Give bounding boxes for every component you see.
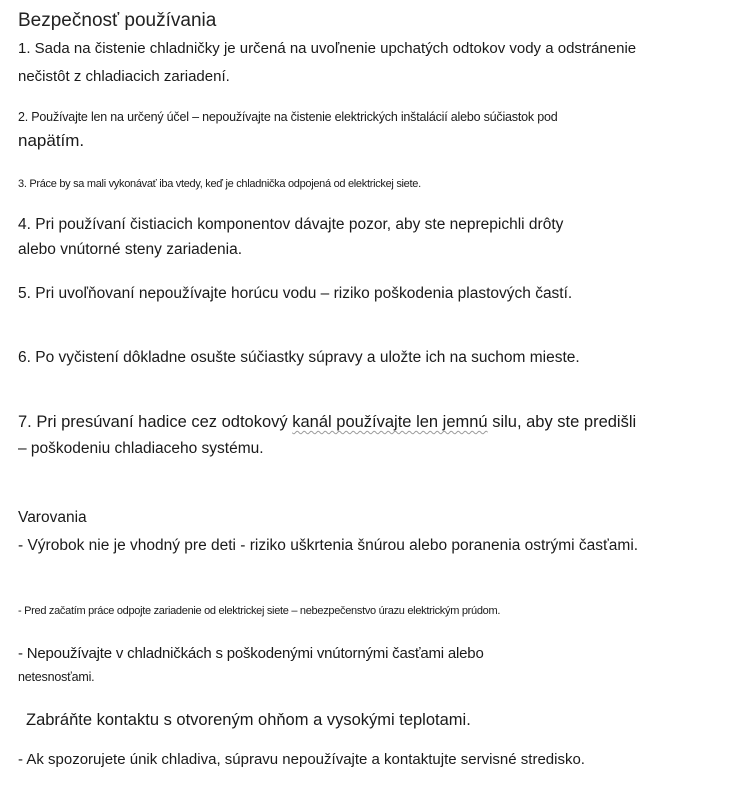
item-7-text-start: 7. Pri presúvaní hadice cez odtokový <box>18 413 293 431</box>
warnings-heading: Varovania <box>18 509 87 526</box>
warning-3-line-2: netesnosťami. <box>18 670 95 684</box>
safety-item-4-line-2: alebo vnútorné steny zariadenia. <box>18 241 243 258</box>
item-7-spellcheck-underline: kanál používajte len jemnú <box>292 413 488 431</box>
safety-item-2-line-2: napätím. <box>18 131 85 150</box>
safety-item-1-line-2: nečistôt z chladiacich zariadení. <box>18 68 230 85</box>
warning-2: - Pred začatím práce odpojte zariadenie od elektrickej siete – nebezpečenstvo úrazu elektrickým prúdom. <box>18 605 501 617</box>
safety-item-6: 6. Po vyčistení dôkladne osušte súčiastky súpravy a uložte ich na suchom mieste. <box>18 349 580 366</box>
safety-item-3: 3. Práce by sa mali vykonávať iba vtedy, keď je chladnička odpojená od elektrickej siete. <box>18 178 421 190</box>
safety-item-2-line-1: 2. Používajte len na určený účel – nepoužívajte na čistenie elektrických inštalácií alebo súčiastok pod <box>18 110 558 124</box>
safety-heading: Bezpečnosť používania <box>18 10 217 31</box>
warning-1: - Výrobok nie je vhodný pre deti - riziko uškrtenia šnúrou alebo poranenia ostrými časťami. <box>18 537 639 554</box>
warning-3-line-1: - Nepoužívajte v chladničkách s poškodenými vnútornými časťami alebo <box>18 645 484 662</box>
warning-4: Zabráňte kontaktu s otvoreným ohňom a vysokými teplotami. <box>26 711 471 729</box>
warning-5: - Ak spozorujete únik chladiva, súpravu nepoužívajte a kontaktujte servisné stredisko. <box>18 751 585 768</box>
safety-item-5: 5. Pri uvoľňovaní nepoužívajte horúcu vodu – riziko poškodenia plastových častí. <box>18 285 573 302</box>
safety-item-7-line-2: – poškodeniu chladiaceho systému. <box>18 440 264 457</box>
item-7-text-end: silu, aby ste predišli <box>487 413 637 431</box>
safety-item-7-line-1 <box>18 413 636 432</box>
safety-item-4-line-1: 4. Pri používaní čistiacich komponentov dávajte pozor, aby ste neprepichli drôty <box>18 216 564 233</box>
safety-item-1-line-1: 1. Sada na čistenie chladničky je určená na uvoľnenie upchatých odtokov vody a odstránenie <box>18 40 637 57</box>
